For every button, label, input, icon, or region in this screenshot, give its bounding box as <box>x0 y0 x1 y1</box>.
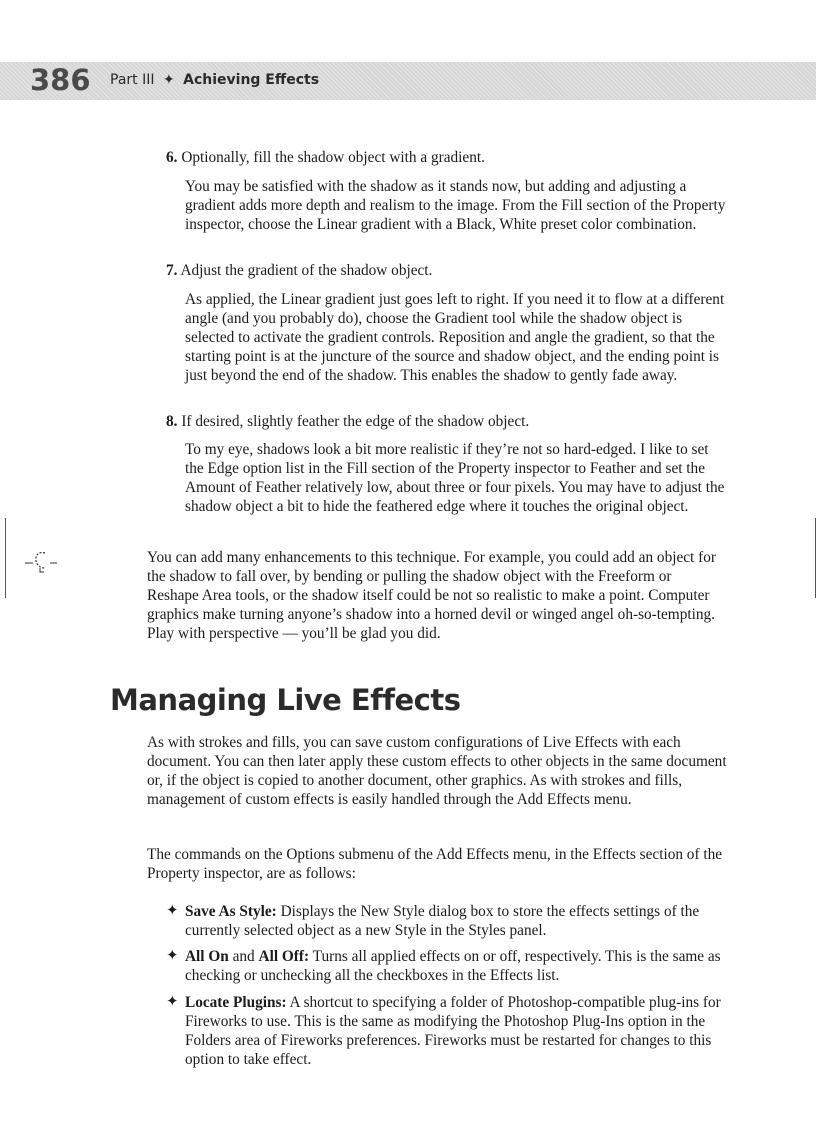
bullet-diamond-icon: ✦ <box>166 903 179 919</box>
page-number: 386 <box>30 63 91 97</box>
step-number: 6. <box>166 149 178 166</box>
step-title-text: Optionally, fill the shadow object with a gradient. <box>181 149 485 166</box>
separator-icon: ✦ <box>162 72 175 88</box>
step-6-title <box>166 148 726 167</box>
running-head <box>110 72 319 88</box>
tip-margin-rule-left <box>5 518 6 598</box>
bullet-text <box>185 902 728 940</box>
bullet-text <box>185 993 728 1069</box>
section-paragraph-1: As with strokes and fills, you can save custom configurations of Live Effects with each document. You can then later apply these custom effects to other objects in the same document or, if the object is copied to another document, other graphics. As with strokes and fills, management of custom effects is easily handled through the Add Effects menu. <box>147 734 727 808</box>
bullet-conjunction: and <box>228 948 259 965</box>
section-paragraph-2: The commands on the Options submenu of the Add Effects menu, in the Effects section of the Property inspector, are as follows: <box>147 846 723 882</box>
step-title-text: If desired, slightly feather the edge of the shadow object. <box>181 413 530 430</box>
step-6-body: You may be satisfied with the shadow as it stands now, but adding and adjusting a gradient adds more depth and realism to the image. From the Fill section of the Property inspector, choose the Linear gradient with a Black, White preset color combination. <box>185 178 726 233</box>
step-7-title <box>166 261 726 280</box>
part-title: Achieving Effects <box>183 72 320 88</box>
step-number: 8. <box>166 413 178 430</box>
bullet-diamond-icon: ✦ <box>166 994 179 1010</box>
tip-lightbulb-icon <box>24 548 58 574</box>
bullet-description: A shortcut to specifying a folder of Photoshop-compatible plug-ins for Fireworks to use. This is the same as modifying the Photoshop Plug-Ins option in the Folders area of Fireworks preferences. Fireworks must be restarted for changes to this option to take effect. <box>185 994 721 1068</box>
bullet-locate-plugins <box>166 993 728 1069</box>
bullet-description: Turns all applied effects on or off, respectively. This is the same as checking or unchecking all the checkboxes in the Effects list. <box>185 948 721 984</box>
step-8-body: To my eye, shadows look a bit more realistic if they’re not so hard-edged. I like to set the Edge option list in the Fill section of the Property inspector to Feather and set the Amount of Feather relatively low, about three or four pixels. You may have to adjust the shadow object a bit to hide the feathered edge where it touches the original object. <box>185 441 725 515</box>
step-7-body: As applied, the Linear gradient just goes left to right. If you need it to flow at a different angle (and you probably do), choose the Gradient tool while the shadow object is selected to activate the gradient controls. Reposition and angle the gradient, so that the starting point is at the juncture of the source and shadow object, and the ending point is just beyond the end of the shadow. This enables the shadow to gently fade away. <box>185 291 725 384</box>
bullet-all-on-all-off <box>166 947 728 985</box>
bullet-term: All On <box>185 948 229 965</box>
bullet-term: Locate Plugins: <box>185 994 287 1011</box>
step-8-title <box>166 412 726 431</box>
section-heading: Managing Live Effects <box>110 683 461 717</box>
bullet-save-as-style <box>166 902 728 940</box>
bullet-text <box>185 947 728 985</box>
tip-paragraph: You can add many enhancements to this technique. For example, you could add an object for the shadow to fall over, by bending or pulling the shadow object with the Freeform or Reshape Area tools, or the shadow itself could be not so realistic to make a point. Computer graphics make turning anyone’s shadow into a horned devil or winged angel oh-so-tempting. Play with perspective — you’ll be glad you did. <box>147 549 716 642</box>
step-number: 7. <box>166 262 178 279</box>
bullet-diamond-icon: ✦ <box>166 948 179 964</box>
bullet-term: Save As Style: <box>185 903 277 920</box>
bullet-description: Displays the New Style dialog box to store the effects settings of the currently selected object as a new Style in the Styles panel. <box>185 903 700 939</box>
part-label: Part III <box>110 72 155 88</box>
bullet-term-2: All Off: <box>258 948 310 965</box>
step-title-text: Adjust the gradient of the shadow object. <box>180 262 433 279</box>
